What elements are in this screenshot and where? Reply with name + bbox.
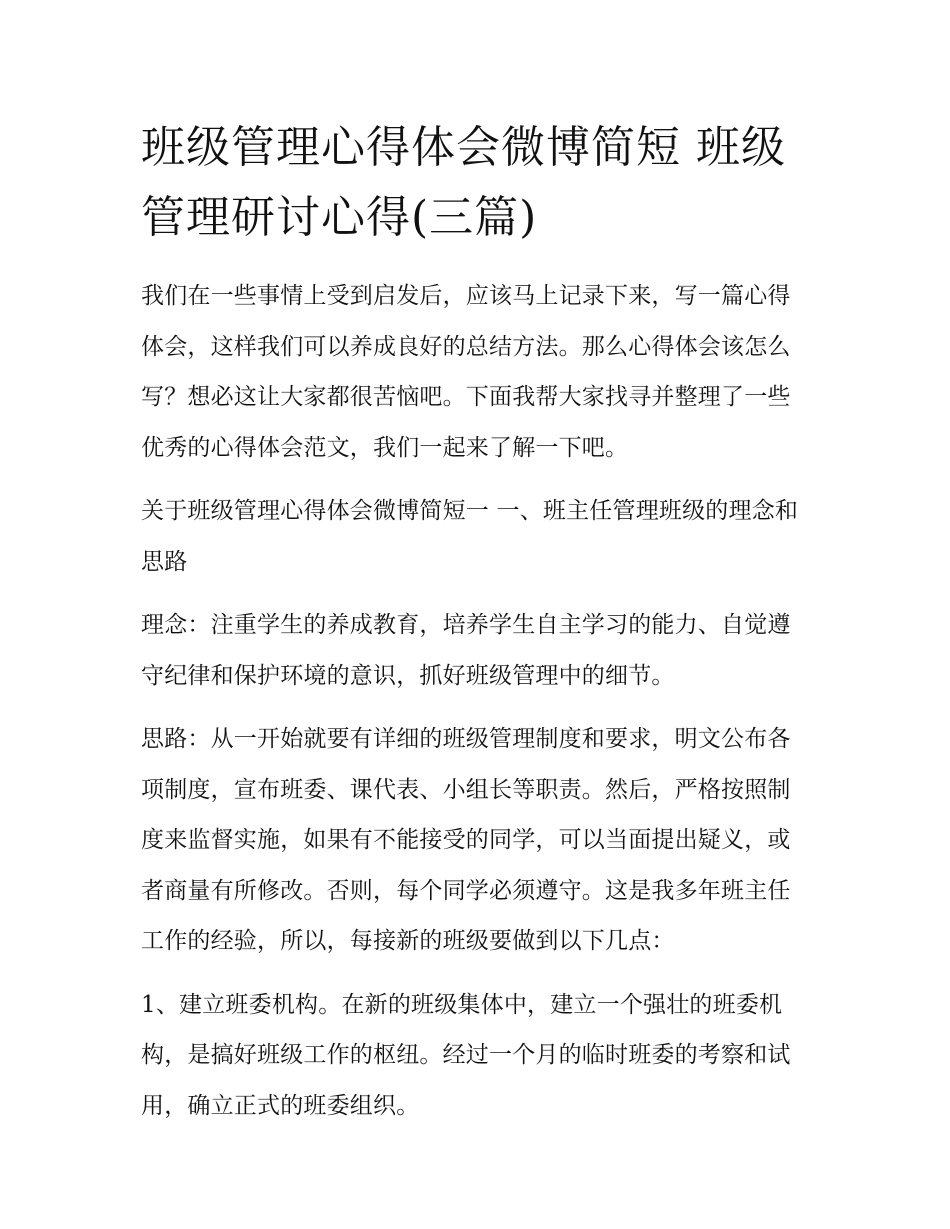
document-title: 班级管理心得体会微博简短 班级管理研讨心得(三篇) [141, 122, 786, 243]
point-one-paragraph: 1、建立班委机构。在新的班级集体中，建立一个强壮的班委机构，是搞好班级工作的枢纽。经过一个月的临时班委的考察和试用，确立正式的班委组织。 [141, 991, 791, 1119]
intro-paragraph: 我们在一些事情上受到启发后，应该马上记录下来，写一篇心得体会，这样我们可以养成良好的总结方法。那么心得体会该怎么写？想必这让大家都很苦恼吧。下面我帮大家找寻并整理了一些优秀的心得体会范文，我们一起来了解一下吧。 [141, 283, 791, 461]
document-body [141, 113, 813, 1131]
approach-paragraph: 思路：从一开始就要有详细的班级管理制度和要求，明文公布各项制度，宣布班委、课代表、小组长等职责。然后，严格按照制度来监督实施，如果有不能接受的同学，可以当面提出疑义，或者商量有所修改。否则，每个同学必须遵守。这是我多年班主任工作的经验，所以，每接新的班级要做到以下几点： [141, 726, 791, 954]
concept-paragraph: 理念：注重学生的养成教育，培养学生自主学习的能力、自觉遵守纪律和保护环境的意识，抓好班级管理中的细节。 [141, 612, 791, 689]
section-heading-paragraph: 关于班级管理心得体会微博简短一 一、班主任管理班级的理念和思路 [141, 498, 799, 575]
